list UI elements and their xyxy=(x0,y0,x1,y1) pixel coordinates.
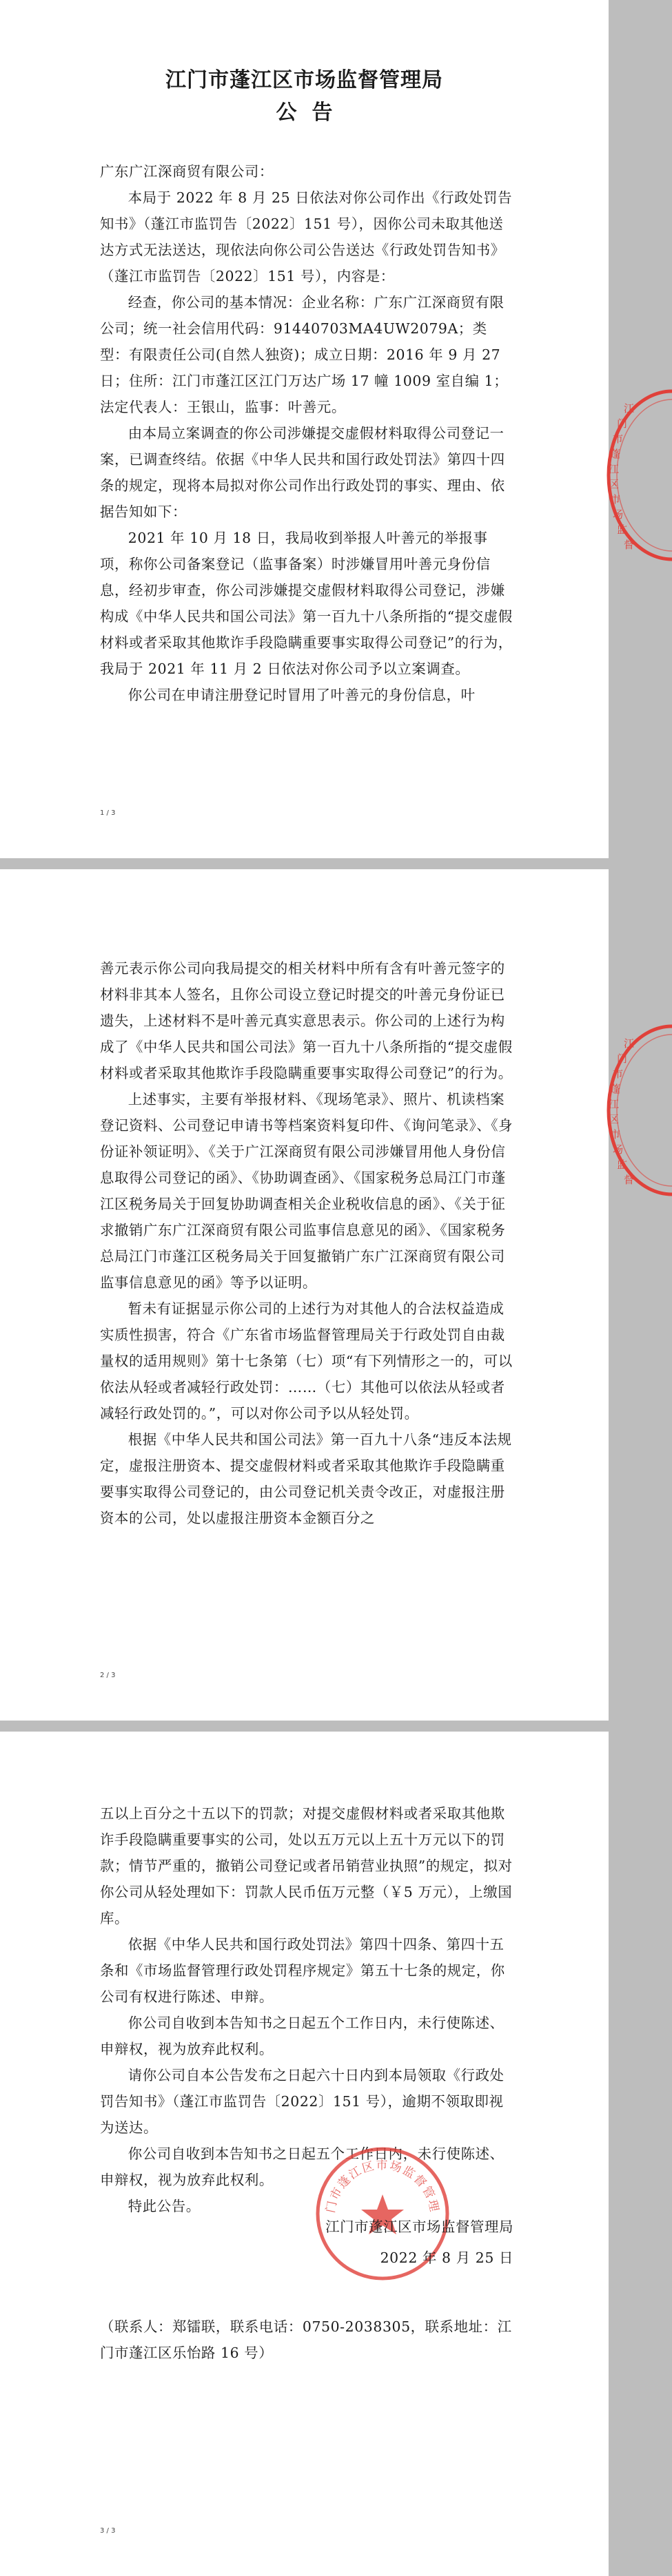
paragraph: 暂未有证据显示你公司的上述行为对其他人的合法权益造成实质性损害，符合《广东省市场监督管理局关于行政处罚自由裁量权的适用规则》第十七条第（七）项“有下列情形之一的，可以依法从轻或者减轻行政处罚：……（七）其他可以依法从轻或者减轻行政处罚的。”，可以对你公司予以从轻处罚。 xyxy=(100,1300,513,1422)
paragraph: 你公司在申请注册登记时冒用了叶善元的身份信息，叶 xyxy=(128,687,476,703)
paragraph: 请你公司自本公告发布之日起六十日内到本局领取《行政处罚告知书》（蓬江市监罚告〔2022〕151 号），逾期不领取即视为送达。 xyxy=(100,2067,505,2136)
official-seal-partial xyxy=(589,386,672,565)
paragraph: 由本局立案调查的你公司涉嫌提交虚假材料取得公司登记一案，已调查终结。依据《中华人民共和国行政处罚法》第四十四条的规定，现将本局拟对你公司作出行政处罚的事实、理由、依据告知如下： xyxy=(100,425,505,520)
page-3-body xyxy=(100,1800,513,2219)
paragraph: 上述事实，主要有举报材料、《现场笔录》、照片、机读档案登记资料、公司登记申请书等档案资料复印件、《询问笔录》、《身份证补领证明》、《关于广江深商贸有限公司涉嫌冒用他人身份信息取得公司登记的函》、《协助调查函》、《国家税务总局江门市蓬江区税务局关于回复协助调查相关企业税收信息的函》、《关于征求撤销广东广江深商贸有限公司监事信息意见的函》、《国家税务总局江门市蓬江区税务局关于回复撤销广东广江深商贸有限公司监事信息意见的函》等予以证明。 xyxy=(100,1091,513,1291)
signature-date: 2022 年 8 月 25 日 xyxy=(380,2250,513,2266)
seal-text-chars: 江 门 市 蓬 江 区 市 场 监 督 xyxy=(609,402,635,551)
closing-statement: 特此公告。 xyxy=(128,2198,201,2214)
paragraph: 本局于 2022 年 8 月 25 日依法对你公司作出《行政处罚告知书》（蓬江市监罚告〔2022〕151 号），因你公司未取其他送达方式无法送达，现依法向你公司公告送达《行政处罚告知书》（蓬江市监罚告〔2022〕151 号），内容是： xyxy=(100,189,513,284)
page-number: 2 / 3 xyxy=(100,1672,116,1679)
addressee: 广东广江深商贸有限公司： xyxy=(100,163,274,180)
paragraph: 2021 年 10 月 18 日，我局收到举报人叶善元的举报事项，称你公司备案登记（监事备案）时涉嫌冒用叶善元身份信息，经初步审查，你公司涉嫌提交虚假材料取得公司登记，涉嫌构成《中华人民共和国公司法》第一百九十八条所指的“提交虚假材料或者采取其他欺诈手段隐瞒重要事实取得公司登记”的行为，我局于 2021 年 11 月 2 日依法对你公司予以立案调查。 xyxy=(100,530,513,677)
page-number: 1 / 3 xyxy=(100,809,116,817)
paragraph: 依据《中华人民共和国行政处罚法》第四十四条、第四十五条和《市场监督管理行政处罚程序规定》第五十七条的规定，你公司有权进行陈述、申辩。 xyxy=(100,1936,505,2005)
seal-text-chars: 江 门 市 蓬 江 区 市 场 监 督 xyxy=(609,1037,635,1186)
official-seal-partial xyxy=(589,1021,672,1200)
paragraph: 经查，你公司的基本情况：企业名称：广东广江深商贸有限公司；统一社会信用代码：91440703MA4UW2079A；类型：有限责任公司(自然人独资)；成立日期：2016 年 9 月 27 日；住所：江门市蓬江区江门万达广场 17 幢 1009 室自编 1；法定代表人：王银山，监事：叶善元。 xyxy=(100,294,509,415)
paragraph: 你公司自收到本告知书之日起五个工作日内，未行使陈述、申辩权，视为放弃此权利。 xyxy=(100,2015,505,2057)
page-number: 3 / 3 xyxy=(100,2527,116,2535)
document-page-3 xyxy=(0,1732,609,2576)
paragraph: 你公司自收到本告知书之日起五个工作日内，未行使陈述、申辩权，视为放弃此权利。 xyxy=(100,2146,505,2188)
document-title: 江门市蓬江区市场监督管理局 xyxy=(165,68,443,92)
page-1-body xyxy=(100,158,513,708)
seal-arc-text: 门市蓬江区市场监督管理 xyxy=(323,2159,442,2214)
document-subtitle: 公告 xyxy=(276,101,348,125)
document-page-2 xyxy=(0,869,635,1721)
contact-info: （联系人：郑镭联，联系电话：0750-2038305，联系地址：江门市蓬江区乐怡路 16 号） xyxy=(100,2318,512,2361)
page-2-body xyxy=(100,955,513,1531)
paragraph: 五以上百分之十五以下的罚款；对提交虚假材料或者采取其他欺诈手段隐瞒重要事实的公司，处以五万元以上五十万元以下的罚款；情节严重的，撤销公司登记或者吊销营业执照”的规定，拟对你公司从轻处理如下：罚款人民币伍万元整（￥5 万元），上缴国库。 xyxy=(100,1805,513,1926)
signature-organization: 江门市蓬江区市场监督管理局 xyxy=(325,2219,513,2235)
document-page-1 xyxy=(0,0,635,858)
paragraph: 善元表示你公司向我局提交的相关材料中所有含有叶善元签字的材料非其本人签名，且你公司设立登记时提交的叶善元身份证已遗失，上述材料不是叶善元真实意思表示。你公司的上述行为构成了《中华人民共和国公司法》第一百九十八条所指的“提交虚假材料或者采取其他欺诈手段隐瞒重要事实取得公司登记”的行为。 xyxy=(100,960,513,1081)
paragraph: 根据《中华人民共和国公司法》第一百九十八条“违反本法规定，虚报注册资本、提交虚假材料或者采取其他欺诈手段隐瞒重要事实取得公司登记的，由公司登记机关责令改正，对虚报注册资本的公司，处以虚报注册资本金额百分之 xyxy=(100,1431,512,1526)
